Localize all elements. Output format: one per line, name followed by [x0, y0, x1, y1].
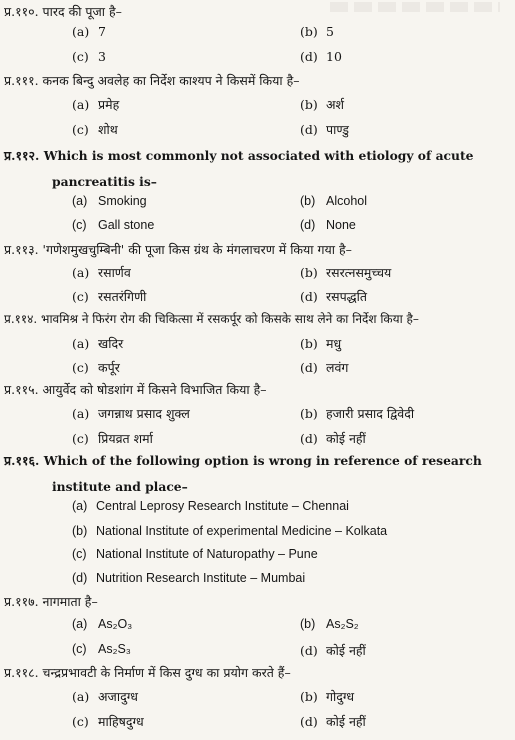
question-118-text [4, 663, 507, 682]
option-a: (a) Smoking [72, 194, 147, 208]
option-c: (c) शोथ [72, 122, 118, 137]
option-b: (b) As₂S₂ [300, 617, 359, 631]
option-d: (d) कोई नहीं [300, 714, 366, 729]
option-a: (a) As₂O₃ [72, 617, 133, 631]
question-114-text [4, 310, 507, 329]
option-d: (d) रसपद्धति [300, 289, 368, 304]
question-number: प्र.११६. [4, 453, 40, 468]
option-b: (b) National Institute of experimental Medicine – Kolkata [72, 524, 388, 538]
question-115 [4, 380, 507, 399]
option-b: (b) गोदुग्ध [300, 689, 355, 704]
option-b: (b) अर्श [300, 97, 345, 112]
option-a: (a) प्रमेह [72, 97, 120, 112]
question-116 [4, 448, 507, 500]
question-stem: कनक बिन्दु अवलेह का निर्देश काश्यप ने किसमें किया है– [42, 73, 300, 88]
question-113-text [4, 240, 507, 259]
question-stem: चन्द्रप्रभावटी के निर्माण में किस दुग्ध का प्रयोग करते हैं– [42, 665, 291, 680]
question-113 [4, 240, 507, 259]
option-d: (d) कोई नहीं [300, 643, 366, 658]
question-118 [4, 663, 507, 682]
question-stem: 'गणेशमुखचुम्बिनी' की पूजा किस ग्रंथ के मंगलाचरण में किया गया है– [42, 242, 352, 257]
question-116-text [4, 448, 507, 474]
option-b: (b) हजारी प्रसाद द्विवेदी [300, 406, 415, 421]
question-111 [4, 71, 507, 90]
option-a: (a) जगन्नाथ प्रसाद शुक्ल [72, 406, 190, 421]
question-112 [4, 143, 507, 195]
option-a: (a) अजादुग्ध [72, 689, 138, 704]
question-number: प्र.११८. [4, 665, 39, 680]
option-c: (c) कर्पूर [72, 360, 120, 375]
question-117-text [4, 592, 507, 611]
question-116-text-cont [4, 474, 507, 500]
question-stem: आयुर्वेद को षोडशांग में किसने विभाजित किया है– [42, 382, 267, 397]
option-b: (b) Alcohol [300, 194, 367, 208]
option-b: (b) रसरत्नसमुच्चय [300, 265, 392, 280]
option-c: (c) माहिषदुग्ध [72, 714, 144, 729]
option-d: (d) लवंग [300, 360, 349, 375]
option-a: (a) रसार्णव [72, 265, 131, 280]
question-stem-line1: Which of the following option is wrong in reference of research [43, 453, 482, 468]
option-a: (a) 7 [72, 24, 106, 39]
question-number: प्र.११३. [4, 242, 39, 257]
question-stem: पारद की पूजा है– [42, 4, 122, 19]
question-114 [4, 310, 507, 329]
question-number: प्र.१११. [4, 73, 39, 88]
question-115-text [4, 380, 507, 399]
option-c: (c) 3 [72, 49, 106, 64]
option-b: (b) 5 [300, 24, 334, 39]
question-stem: भावमिश्र ने फिरंग रोग की चिकित्सा में रसकर्पूर को किसके साथ लेने का निर्देश किया है– [41, 312, 419, 326]
option-d: (d) 10 [300, 49, 342, 64]
question-stem-line2: pancreatitis is– [52, 174, 157, 189]
option-a: (a) Central Leprosy Research Institute – Chennai [72, 499, 349, 513]
question-number: प्र.११०. [4, 4, 39, 19]
question-112-text-cont [4, 169, 507, 195]
option-c: (c) National Institute of Naturopathy – Pune [72, 547, 318, 561]
question-110-text [4, 2, 507, 21]
question-110 [4, 2, 507, 21]
option-d: (d) Nutrition Research Institute – Mumbai [72, 571, 306, 585]
option-b: (b) मधु [300, 336, 342, 351]
question-number: प्र.११२. [4, 148, 40, 163]
question-number: प्र.११४. [4, 312, 38, 326]
question-112-text [4, 143, 507, 169]
question-stem-line2: institute and place– [52, 479, 188, 494]
option-c: (c) As₂S₃ [72, 642, 131, 656]
option-d: (d) None [300, 218, 356, 232]
option-c: (c) प्रियव्रत शर्मा [72, 431, 153, 446]
question-number: प्र.११५. [4, 382, 39, 397]
option-d: (d) पाण्डु [300, 122, 349, 137]
option-a: (a) खदिर [72, 336, 124, 351]
option-d: (d) कोई नहीं [300, 431, 366, 446]
question-stem-line1: Which is most commonly not associated with etiology of acute [43, 148, 474, 163]
question-stem: नागमाता है– [42, 594, 98, 609]
question-117 [4, 592, 507, 611]
option-c: (c) Gall stone [72, 218, 155, 232]
question-111-text [4, 71, 507, 90]
question-number: प्र.११७. [4, 594, 39, 609]
option-c: (c) रसतरंगिणी [72, 289, 147, 304]
